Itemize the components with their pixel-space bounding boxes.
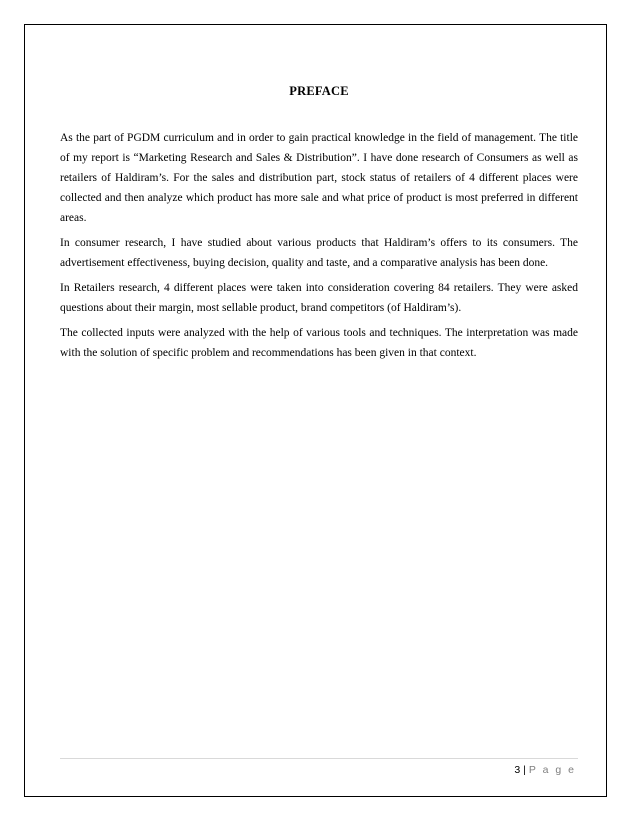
preface-body	[60, 128, 578, 368]
page-label: P a g e	[528, 764, 576, 776]
paragraph-3: In Retailers research, 4 different places were taken into consideration covering 84 retailers. They were asked questions about their margin, most sellable product, brand competitors (of Haldiram’s).	[60, 282, 578, 314]
paragraph-1: As the part of PGDM curriculum and in order to gain practical knowledge in the field of management. The title of my report is “Marketing Research and Sales & Distribution”. I have done research of Consumers as well as retailers of Haldiram’s. For the sales and distribution part, stock status of retailers of 4 different places were collected and then analyze which product has more sale and what price of product is most preferred in different areas.	[60, 132, 578, 224]
page-number: 3	[514, 764, 521, 776]
paragraph-4: The collected inputs were analyzed with the help of various tools and techniques. The interpretation was made with the solution of specific problem and recommendations has been given in that context.	[60, 327, 578, 359]
page-footer	[514, 764, 576, 776]
page-title: PREFACE	[289, 84, 349, 98]
paragraph-2: In consumer research, I have studied about various products that Haldiram’s offers to its consumers. The advertisement effectiveness, buying decision, quality and taste, and a comparative analysis has been done.	[60, 237, 578, 269]
footer-divider	[60, 758, 578, 759]
footer-separator: |	[523, 764, 526, 776]
